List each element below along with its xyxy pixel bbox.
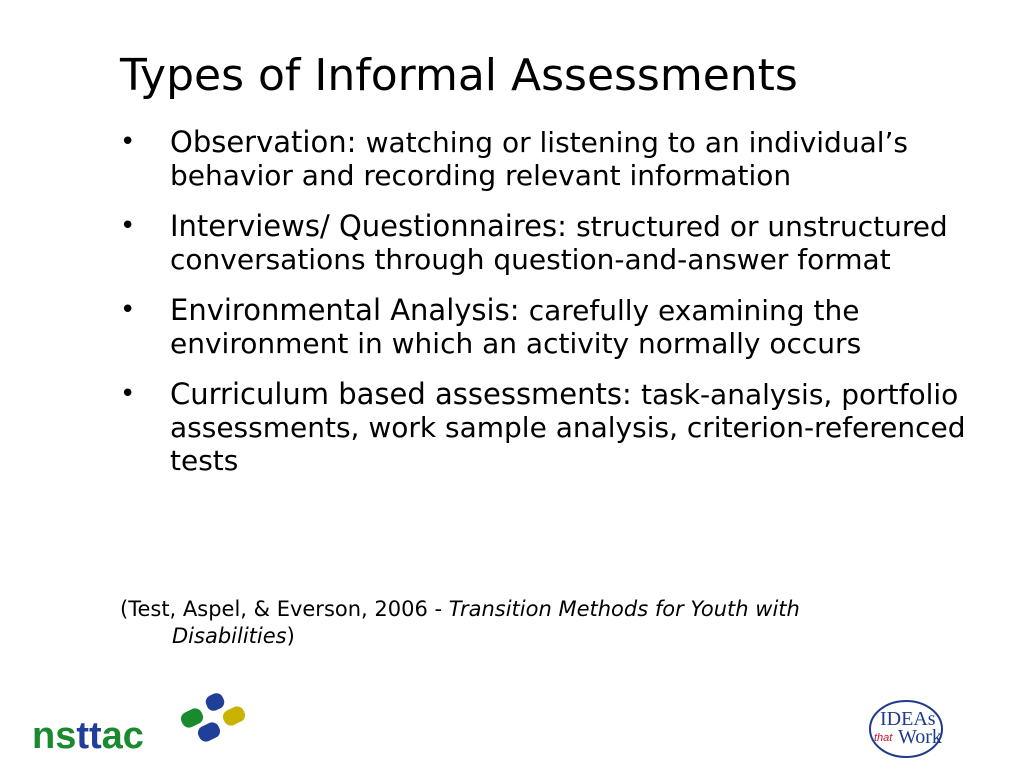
logo-square-green xyxy=(179,706,206,730)
bullet-icon: • xyxy=(120,127,136,157)
bullet-icon: • xyxy=(120,211,136,241)
citation-title-part1: Transition Methods for Youth with xyxy=(448,597,800,621)
bullet-icon: • xyxy=(120,379,136,409)
term-description: watching or listening to an individual’s behavior and recording relevant information xyxy=(170,126,908,192)
citation xyxy=(120,596,920,650)
term-label: Interviews/ Questionnaires: xyxy=(170,209,567,243)
list-item xyxy=(118,126,1008,192)
nsttac-logo xyxy=(30,688,260,758)
logo-word-ideas: IDEAs xyxy=(880,708,936,730)
logo-square-blue-top xyxy=(203,691,226,713)
logo-square-blue-bottom xyxy=(196,720,223,744)
logo-word-that: that xyxy=(874,732,893,744)
list-item xyxy=(118,210,1008,276)
bullet-icon: • xyxy=(120,295,136,325)
citation-prefix: (Test, Aspel, & Everson, 2006 - xyxy=(120,597,449,621)
term-label: Curriculum based assessments: xyxy=(170,377,632,411)
term-description: task-analysis, portfolio assessments, work sample analysis, criterion-referenced tests xyxy=(170,378,966,477)
list-item xyxy=(118,294,1008,360)
term-label: Environmental Analysis: xyxy=(170,293,520,327)
slide-title: Types of Informal Assessments xyxy=(120,50,798,101)
assessment-list xyxy=(118,126,1008,495)
logo-word-work: Work xyxy=(898,726,942,748)
logo-square-yellow xyxy=(221,704,248,728)
list-item xyxy=(118,378,1008,477)
term-description: carefully examining the environment in which an activity normally occurs xyxy=(170,294,862,360)
citation-suffix: ) xyxy=(286,624,295,648)
citation-title-part2: Disabilities xyxy=(172,624,287,648)
term-description: structured or unstructured conversations through question-and-answer format xyxy=(170,210,948,276)
ideas-that-work-logo xyxy=(862,695,962,761)
term-label: Observation: xyxy=(170,125,357,159)
logo-wordmark: nsttac xyxy=(32,715,144,757)
